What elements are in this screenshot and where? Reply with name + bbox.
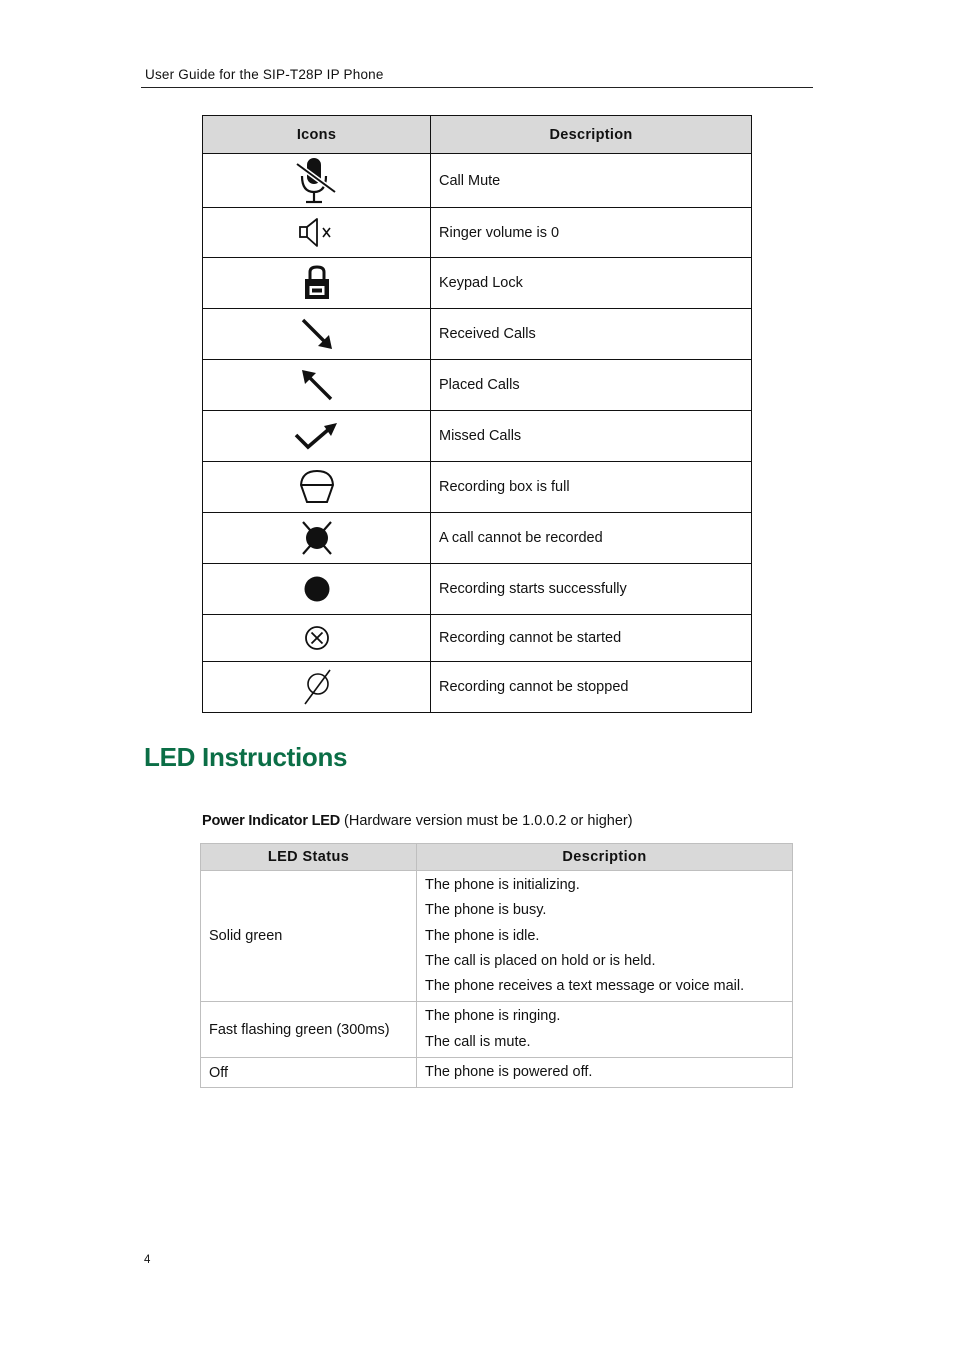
led-status-table — [200, 843, 793, 1088]
table-row — [203, 208, 752, 258]
column-header-icons: Icons — [203, 116, 431, 154]
table-row — [201, 871, 793, 1002]
led-descriptions — [417, 1058, 793, 1088]
led-description-line: The phone receives a text message or voice mail. — [425, 978, 745, 995]
keypad-lock-icon — [302, 265, 332, 301]
table-row — [203, 513, 752, 564]
table-row — [203, 309, 752, 360]
page-number: 4 — [144, 1254, 151, 1266]
table-row — [203, 615, 752, 662]
table-row — [203, 662, 752, 713]
header-divider — [141, 87, 813, 88]
led-status: Solid green — [201, 871, 417, 1002]
table-row — [203, 564, 752, 615]
icon-description: A call cannot be recorded — [431, 513, 752, 564]
led-description-line: The phone is initializing. — [425, 877, 580, 893]
column-header-description: Description — [431, 116, 752, 154]
led-caption-note: (Hardware version must be 1.0.0.2 or higher) — [344, 813, 633, 829]
icon-description: Placed Calls — [431, 360, 752, 411]
mute-microphone-icon — [293, 156, 341, 206]
icon-description: Missed Calls — [431, 411, 752, 462]
icon-description: Call Mute — [431, 154, 752, 208]
running-header: User Guide for the SIP-T28P IP Phone — [145, 67, 384, 82]
table-row — [201, 1002, 793, 1058]
icon-description: Received Calls — [431, 309, 752, 360]
missed-call-arrow-icon — [293, 419, 341, 453]
section-title: LED Instructions — [144, 742, 348, 772]
icon-description: Keypad Lock — [431, 258, 752, 309]
icon-description: Recording starts successfully — [431, 564, 752, 615]
table-row — [203, 154, 752, 208]
circle-slash-icon — [297, 667, 337, 707]
placed-call-arrow-icon — [297, 365, 337, 405]
table-row — [203, 360, 752, 411]
led-caption — [202, 813, 633, 829]
received-call-arrow-icon — [297, 314, 337, 354]
column-header-led-status: LED Status — [201, 844, 417, 871]
table-row — [203, 411, 752, 462]
led-description-line: The phone is powered off. — [425, 1064, 593, 1081]
cannot-record-icon — [299, 518, 335, 558]
table-row — [203, 462, 752, 513]
table-row — [201, 1058, 793, 1088]
circle-x-icon — [302, 623, 332, 653]
table-row — [203, 258, 752, 309]
led-description-line: The phone is ringing. — [425, 1008, 561, 1025]
icon-description: Recording cannot be stopped — [431, 662, 752, 713]
led-status: Off — [201, 1058, 417, 1088]
led-descriptions — [417, 871, 793, 1002]
ringer-off-icon — [297, 216, 337, 250]
led-description-line: The call is placed on hold or is held. — [425, 952, 656, 969]
column-header-description: Description — [417, 844, 793, 871]
icon-description: Recording box is full — [431, 462, 752, 513]
recording-dot-icon — [302, 574, 332, 604]
led-description-line: The phone is idle. — [425, 927, 540, 944]
led-caption-title: Power Indicator LED — [202, 813, 340, 829]
led-status: Fast flashing green (300ms) — [201, 1002, 417, 1058]
icon-table — [202, 115, 752, 713]
led-descriptions — [417, 1002, 793, 1058]
recording-box-full-icon — [298, 468, 336, 506]
led-description-line: The call is mute. — [425, 1033, 531, 1050]
icon-description: Ringer volume is 0 — [431, 208, 752, 258]
led-description-line: The phone is busy. — [425, 902, 547, 919]
icon-description: Recording cannot be started — [431, 615, 752, 662]
